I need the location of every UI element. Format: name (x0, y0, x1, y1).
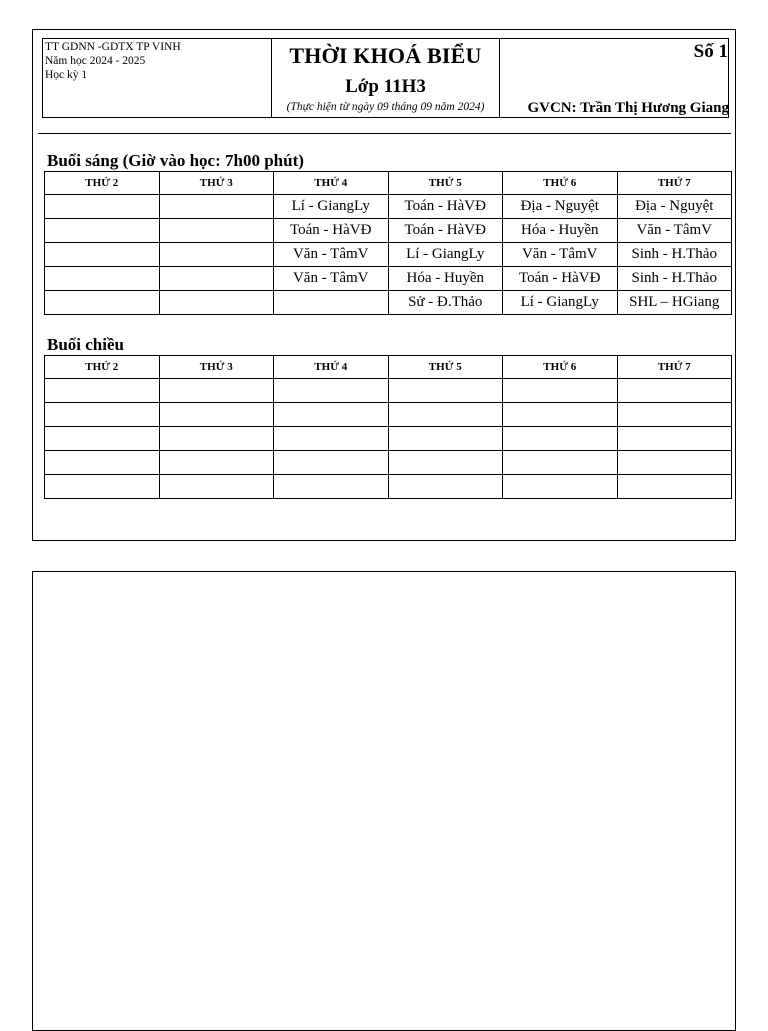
lesson-cell: Toán - HàVĐ (274, 219, 389, 243)
timetable-page (32, 29, 736, 541)
lesson-cell (388, 379, 503, 403)
blank-page (32, 571, 736, 1031)
school-year: Năm học 2024 - 2025 (45, 55, 146, 67)
table-row (45, 427, 732, 451)
lesson-cell (617, 475, 732, 499)
timetable-header (42, 38, 729, 118)
lesson-cell (617, 451, 732, 475)
class-name: Lớp 11H3 (345, 76, 426, 97)
table-row (45, 379, 732, 403)
lesson-cell (159, 451, 274, 475)
lesson-cell (159, 475, 274, 499)
day-header: THỨ 7 (617, 356, 732, 379)
table-row (45, 403, 732, 427)
lesson-cell (45, 403, 160, 427)
lesson-cell: Sinh - H.Thảo (617, 267, 732, 291)
lesson-cell (388, 451, 503, 475)
day-header: THỨ 6 (503, 356, 618, 379)
table-row (45, 243, 732, 267)
lesson-cell (617, 427, 732, 451)
afternoon-section-title: Buổi chiều (47, 335, 124, 354)
lesson-cell (274, 403, 389, 427)
lesson-cell (388, 427, 503, 451)
org-name: TT GDNN -GDTX TP VINH (45, 41, 181, 53)
lesson-cell (159, 379, 274, 403)
lesson-cell: Văn - TâmV (617, 219, 732, 243)
table-row (45, 219, 732, 243)
lesson-cell: Lí - GiangLy (503, 291, 618, 315)
lesson-cell (159, 403, 274, 427)
lesson-cell (159, 219, 274, 243)
day-header-row (45, 356, 732, 379)
table-row (45, 195, 732, 219)
lesson-cell: Sử - Đ.Thảo (388, 291, 503, 315)
lesson-cell (159, 243, 274, 267)
page-title: THỜI KHOÁ BIỂU (289, 43, 482, 68)
lesson-cell (45, 267, 160, 291)
lesson-cell (274, 291, 389, 315)
lesson-cell (617, 379, 732, 403)
divider (38, 133, 731, 134)
table-row (45, 267, 732, 291)
school-info (43, 39, 272, 117)
lesson-cell (503, 403, 618, 427)
lesson-cell (503, 475, 618, 499)
lesson-cell (274, 379, 389, 403)
lesson-cell: Địa - Nguyệt (503, 195, 618, 219)
morning-section-title: Buổi sáng (Giờ vào học: 7h00 phút) (47, 151, 304, 170)
morning-timetable (44, 171, 732, 315)
table-row (45, 451, 732, 475)
lesson-cell (503, 451, 618, 475)
lesson-cell (159, 195, 274, 219)
lesson-cell: Lí - GiangLy (388, 243, 503, 267)
table-row (45, 475, 732, 499)
day-header: THỨ 2 (45, 356, 160, 379)
day-header-row (45, 172, 732, 195)
day-header: THỨ 7 (617, 172, 732, 195)
lesson-cell (45, 243, 160, 267)
lesson-cell (274, 427, 389, 451)
day-header: THỨ 4 (274, 356, 389, 379)
lesson-cell: Lí - GiangLy (274, 195, 389, 219)
lesson-cell (274, 451, 389, 475)
day-header: THỨ 4 (274, 172, 389, 195)
date-range: (Thực hiện từ ngày 09 tháng 09 năm 2024) (286, 101, 485, 113)
lesson-cell: Toán - HàVĐ (503, 267, 618, 291)
lesson-cell: Toán - HàVĐ (388, 195, 503, 219)
day-header: THỨ 3 (159, 356, 274, 379)
lesson-cell (45, 427, 160, 451)
lesson-cell: Văn - TâmV (274, 267, 389, 291)
lesson-cell (159, 267, 274, 291)
title-block (272, 39, 500, 117)
lesson-cell (274, 475, 389, 499)
day-header: THỨ 2 (45, 172, 160, 195)
lesson-cell (45, 451, 160, 475)
day-header: THỨ 5 (388, 172, 503, 195)
lesson-cell (45, 219, 160, 243)
lesson-cell: Văn - TâmV (503, 243, 618, 267)
lesson-cell (45, 291, 160, 315)
meta-block (500, 39, 730, 117)
lesson-cell: Toán - HàVĐ (388, 219, 503, 243)
lesson-cell: Sinh - H.Thảo (617, 243, 732, 267)
day-header: THỨ 3 (159, 172, 274, 195)
afternoon-timetable (44, 355, 732, 499)
lesson-cell: Hóa - Huyền (503, 219, 618, 243)
homeroom-teacher: GVCN: Trần Thị Hương Giang (527, 100, 729, 116)
day-header: THỨ 5 (388, 356, 503, 379)
lesson-cell (159, 291, 274, 315)
lesson-cell (45, 379, 160, 403)
lesson-cell (45, 475, 160, 499)
lesson-cell: Văn - TâmV (274, 243, 389, 267)
lesson-cell (388, 475, 503, 499)
lesson-cell (503, 427, 618, 451)
lesson-cell: Địa - Nguyệt (617, 195, 732, 219)
lesson-cell: SHL – HGiang (617, 291, 732, 315)
table-row (45, 291, 732, 315)
lesson-cell: Hóa - Huyền (388, 267, 503, 291)
lesson-cell (388, 403, 503, 427)
lesson-cell (617, 403, 732, 427)
semester: Học kỳ 1 (45, 69, 88, 81)
day-header: THỨ 6 (503, 172, 618, 195)
lesson-cell (503, 379, 618, 403)
lesson-cell (159, 427, 274, 451)
lesson-cell (45, 195, 160, 219)
document-number: Số 1 (693, 41, 728, 62)
